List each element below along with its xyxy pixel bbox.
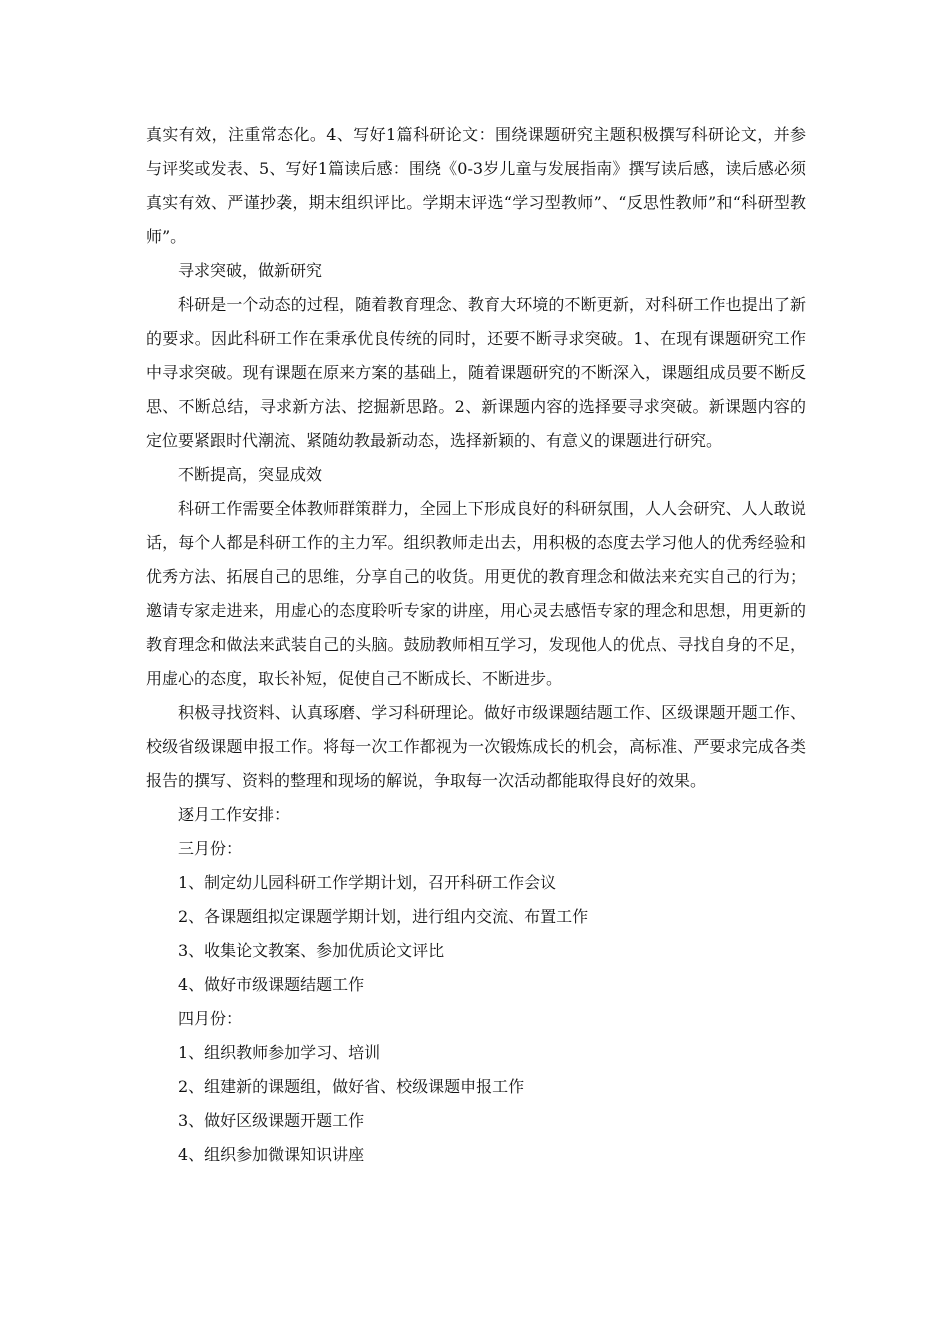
list-item: 2、各课题组拟定课题学期计划，进行组内交流、布置工作 (178, 907, 589, 926)
materials-paragraph: 积极寻找资料、认真琢磨、学习科研理论。做好市级课题结题工作、区级课题开题工作、校级省级课题申报工作。将每一次工作都视为一次锻炼成长的机会，高标准、严要求完成各类报告的撰写、资料的整理和现场的解说，争取每一次活动都能取得良好的效果。 (146, 703, 806, 790)
list-item: 4、组织参加微课知识讲座 (178, 1145, 365, 1164)
document-page (146, 118, 806, 1172)
schedule-heading: 逐月工作安排： (178, 805, 291, 824)
month-label-april: 四月份： (178, 1009, 243, 1028)
month-label-march: 三月份： (178, 839, 243, 858)
intro-paragraph-tail: 真实有效，注重常态化。4、写好1篇科研论文：围绕课题研究主题积极撰写科研论文，并参与评奖或发表、5、写好1篇读后感：围绕《0-3岁儿童与发展指南》撰写读后感，读后感必须真实有效、严谨抄袭，期末组织评比。学期末评选“学习型教师”、“反思性教师”和“科研型教师”。 (146, 125, 806, 246)
breakthrough-paragraph: 科研是一个动态的过程，随着教育理念、教育大环境的不断更新，对科研工作也提出了新的要求。因此科研工作在秉承优良传统的同时，还要不断寻求突破。1、在现有课题研究工作中寻求突破。现有课题在原来方案的基础上，随着课题研究的不断深入，课题组成员要不断反思、不断总结，寻求新方法、挖掘新思路。2、新课题内容的选择要寻求突破。新课题内容的定位要紧跟时代潮流、紧随幼教最新动态，选择新颖的、有意义的课题进行研究。 (146, 295, 806, 450)
list-item: 3、做好区级课题开题工作 (178, 1111, 365, 1130)
section-heading-breakthrough: 寻求突破，做新研究 (178, 261, 323, 280)
list-item: 1、组织教师参加学习、培训 (178, 1043, 381, 1062)
list-item: 3、收集论文教案、参加优质论文评比 (178, 941, 445, 960)
list-item: 1、制定幼儿园科研工作学期计划，召开科研工作会议 (178, 873, 557, 892)
list-item: 4、做好市级课题结题工作 (178, 975, 365, 994)
section-heading-improve: 不断提高，突显成效 (178, 465, 323, 484)
improve-paragraph: 科研工作需要全体教师群策群力，全园上下形成良好的科研氛围，人人会研究、人人敢说话，每个人都是科研工作的主力军。组织教师走出去，用积极的态度去学习他人的优秀经验和优秀方法、拓展自己的思维，分享自己的收货。用更优的教育理念和做法来充实自己的行为；邀请专家走进来，用虚心的态度聆听专家的讲座，用心灵去感悟专家的理念和思想，用更新的教育理念和做法来武装自己的头脑。鼓励教师相互学习，发现他人的优点、寻找自身的不足，用虚心的态度，取长补短，促使自己不断成长、不断进步。 (146, 499, 806, 688)
list-item: 2、组建新的课题组，做好省、校级课题申报工作 (178, 1077, 525, 1096)
